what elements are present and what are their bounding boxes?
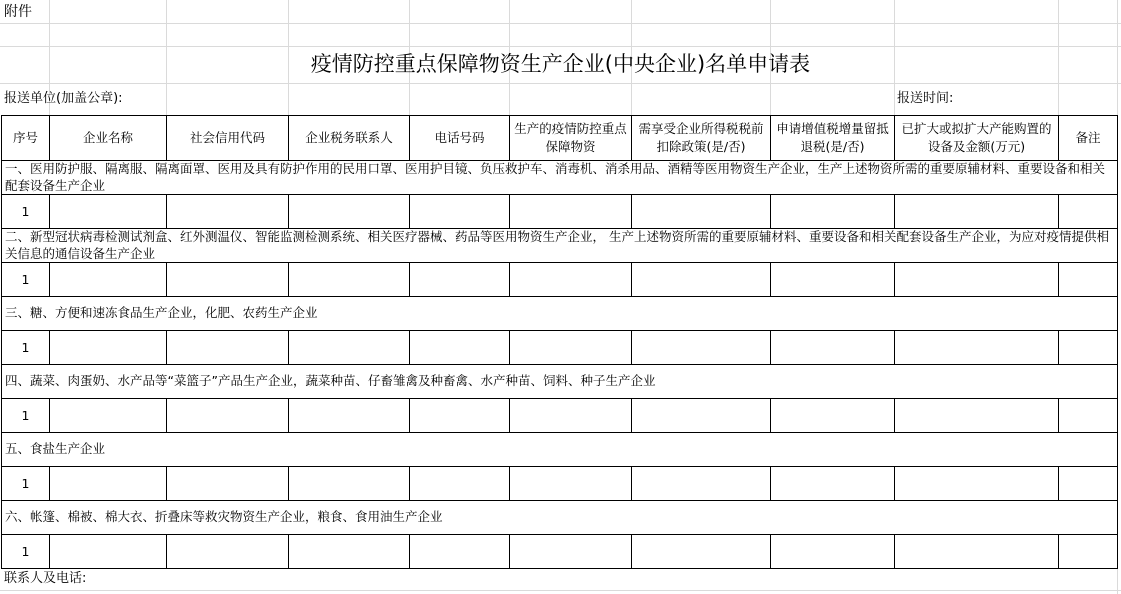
column-header-supplies[interactable]: 生产的疫情防控重点保障物资 bbox=[510, 116, 632, 161]
column-header-credit-code[interactable]: 社会信用代码 bbox=[167, 116, 289, 161]
column-header-remarks[interactable]: 备注 bbox=[1059, 116, 1118, 161]
empty-cell[interactable] bbox=[410, 535, 510, 569]
empty-cell[interactable] bbox=[771, 331, 895, 365]
empty-cell[interactable] bbox=[771, 399, 895, 433]
empty-cell[interactable] bbox=[1059, 263, 1118, 297]
row-number-cell[interactable]: 1 bbox=[2, 467, 50, 501]
category-cell[interactable]: 三、糖、方便和速冻食品生产企业，化肥、农药生产企业 bbox=[2, 297, 1118, 331]
row-number-cell[interactable]: 1 bbox=[2, 399, 50, 433]
empty-cell[interactable] bbox=[289, 467, 410, 501]
empty-cell[interactable] bbox=[895, 535, 1059, 569]
empty-cell[interactable] bbox=[632, 467, 771, 501]
row-number-cell[interactable]: 1 bbox=[2, 331, 50, 365]
column-header-equipment[interactable]: 已扩大或拟扩大产能购置的设备及金额(万元) bbox=[895, 116, 1059, 161]
empty-cell[interactable] bbox=[895, 263, 1059, 297]
column-header-tax-deduction[interactable]: 需享受企业所得税税前扣除政策(是/否) bbox=[632, 116, 771, 161]
empty-cell[interactable] bbox=[771, 263, 895, 297]
empty-cell[interactable] bbox=[510, 195, 632, 229]
column-header-phone[interactable]: 电话号码 bbox=[410, 116, 510, 161]
table-row bbox=[2, 331, 1118, 365]
empty-cell[interactable] bbox=[410, 399, 510, 433]
row-number-cell[interactable]: 1 bbox=[2, 195, 50, 229]
empty-cell[interactable] bbox=[167, 535, 289, 569]
empty-cell[interactable] bbox=[410, 331, 510, 365]
category-cell[interactable]: 四、蔬菜、肉蛋奶、水产品等“菜篮子”产品生产企业，蔬菜种苗、仔畜雏禽及种畜禽、水产种苗、饲料、种子生产企业 bbox=[2, 365, 1118, 399]
empty-cell[interactable] bbox=[167, 331, 289, 365]
table-row bbox=[2, 467, 1118, 501]
empty-cell[interactable] bbox=[510, 535, 632, 569]
table-row bbox=[2, 263, 1118, 297]
empty-cell[interactable] bbox=[50, 399, 167, 433]
empty-cell[interactable] bbox=[167, 195, 289, 229]
empty-cell[interactable] bbox=[1059, 195, 1118, 229]
category-row bbox=[2, 161, 1118, 195]
empty-cell[interactable] bbox=[50, 467, 167, 501]
reporting-unit-label: 报送单位(加盖公章): bbox=[4, 91, 123, 106]
empty-cell[interactable] bbox=[1059, 399, 1118, 433]
contact-label: 联系人及电话: bbox=[4, 571, 87, 586]
page-title: 疫情防控重点保障物资生产企业(中央企业)名单申请表 bbox=[310, 52, 811, 76]
empty-cell[interactable] bbox=[510, 467, 632, 501]
empty-cell[interactable] bbox=[510, 399, 632, 433]
category-cell[interactable]: 五、食盐生产企业 bbox=[2, 433, 1118, 467]
column-header-vat-refund[interactable]: 申请增值税增量留抵退税(是/否) bbox=[771, 116, 895, 161]
empty-cell[interactable] bbox=[895, 331, 1059, 365]
empty-cell[interactable] bbox=[50, 535, 167, 569]
empty-cell[interactable] bbox=[510, 331, 632, 365]
row-number-cell[interactable]: 1 bbox=[2, 535, 50, 569]
attachment-label: 附件 bbox=[4, 4, 32, 20]
empty-cell[interactable] bbox=[289, 535, 410, 569]
category-cell[interactable]: 一、医用防护服、隔离服、隔离面罩、医用及具有防护作用的民用口罩、医用护目镜、负压救护车、消毒机、消杀用品、酒精等医用物资生产企业，生产上述物资所需的重要原辅材料、重要设备和相关配套设备生产企业 bbox=[2, 161, 1118, 195]
application-table bbox=[1, 115, 1118, 569]
column-header-tax-contact[interactable]: 企业税务联系人 bbox=[289, 116, 410, 161]
category-row bbox=[2, 501, 1118, 535]
empty-cell[interactable] bbox=[167, 467, 289, 501]
empty-cell[interactable] bbox=[632, 535, 771, 569]
category-row bbox=[2, 297, 1118, 331]
empty-cell[interactable] bbox=[632, 263, 771, 297]
grid-line bbox=[0, 46, 1121, 47]
empty-cell[interactable] bbox=[632, 331, 771, 365]
empty-cell[interactable] bbox=[632, 399, 771, 433]
empty-cell[interactable] bbox=[410, 263, 510, 297]
empty-cell[interactable] bbox=[50, 331, 167, 365]
empty-cell[interactable] bbox=[1059, 467, 1118, 501]
row-number-cell[interactable]: 1 bbox=[2, 263, 50, 297]
category-row bbox=[2, 229, 1118, 263]
column-header-serial[interactable]: 序号 bbox=[2, 116, 50, 161]
category-row bbox=[2, 365, 1118, 399]
empty-cell[interactable] bbox=[289, 399, 410, 433]
category-cell[interactable]: 六、帐篷、棉被、棉大衣、折叠床等救灾物资生产企业，粮食、食用油生产企业 bbox=[2, 501, 1118, 535]
table-row bbox=[2, 399, 1118, 433]
empty-cell[interactable] bbox=[895, 195, 1059, 229]
empty-cell[interactable] bbox=[50, 263, 167, 297]
empty-cell[interactable] bbox=[1059, 535, 1118, 569]
empty-cell[interactable] bbox=[510, 263, 632, 297]
column-header-company-name[interactable]: 企业名称 bbox=[50, 116, 167, 161]
empty-cell[interactable] bbox=[771, 467, 895, 501]
empty-cell[interactable] bbox=[895, 399, 1059, 433]
empty-cell[interactable] bbox=[410, 467, 510, 501]
category-cell[interactable]: 二、新型冠状病毒检测试剂盒、红外测温仪、智能监测检测系统、相关医疗器械、药品等医用物资生产企业， 生产上述物资所需的重要原辅材料、重要设备和相关配套设备生产企业，为应对疫情提供相关信息的通信设备生产企业 bbox=[2, 229, 1118, 263]
empty-cell[interactable] bbox=[167, 399, 289, 433]
grid-line bbox=[0, 23, 1121, 24]
table-row bbox=[2, 535, 1118, 569]
empty-cell[interactable] bbox=[289, 263, 410, 297]
empty-cell[interactable] bbox=[1059, 331, 1118, 365]
empty-cell[interactable] bbox=[289, 195, 410, 229]
empty-cell[interactable] bbox=[632, 195, 771, 229]
empty-cell[interactable] bbox=[410, 195, 510, 229]
empty-cell[interactable] bbox=[289, 331, 410, 365]
empty-cell[interactable] bbox=[771, 195, 895, 229]
table-row bbox=[2, 195, 1118, 229]
category-row bbox=[2, 433, 1118, 467]
reporting-time-label: 报送时间: bbox=[897, 91, 954, 106]
empty-cell[interactable] bbox=[771, 535, 895, 569]
grid-line bbox=[0, 83, 1121, 84]
empty-cell[interactable] bbox=[50, 195, 167, 229]
grid-line bbox=[0, 590, 1121, 591]
table-header-row bbox=[2, 116, 1118, 161]
empty-cell[interactable] bbox=[895, 467, 1059, 501]
empty-cell[interactable] bbox=[167, 263, 289, 297]
